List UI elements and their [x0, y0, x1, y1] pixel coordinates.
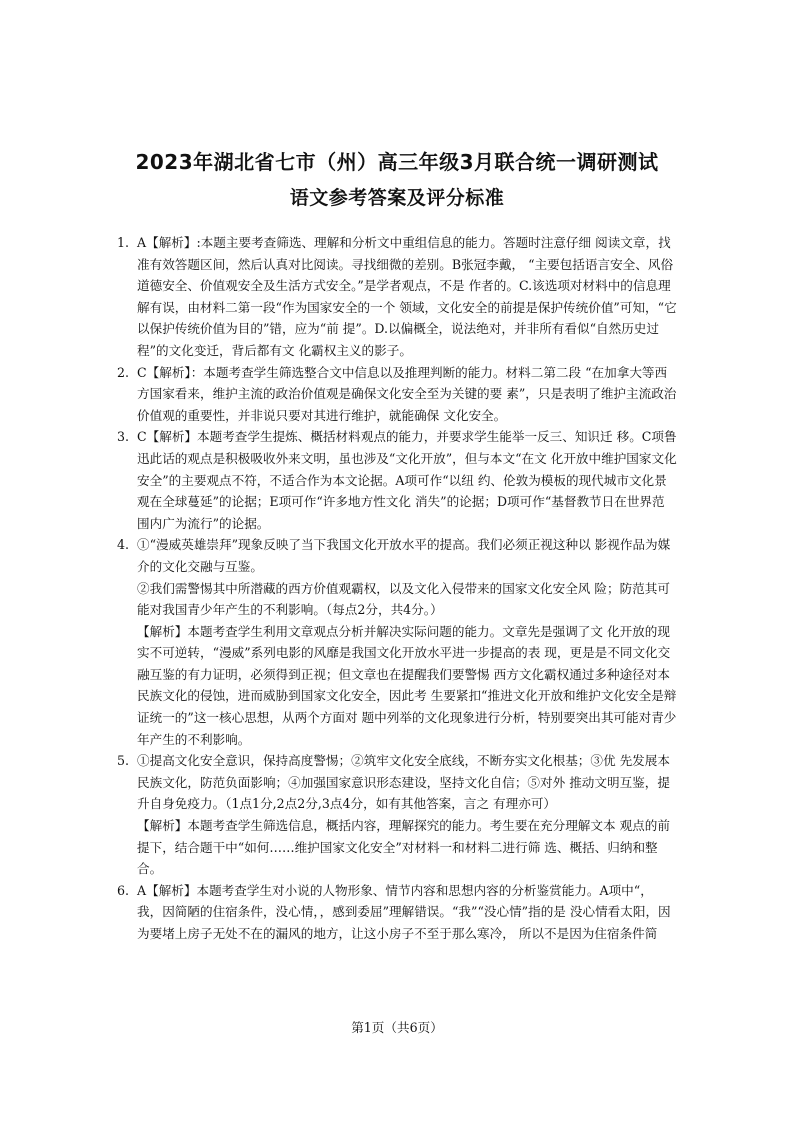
item-text: ①提高文化安全意识，保持高度警惕；②筑牢文化安全底线，不断夯实文化根基；③优 先发展本民族文化，防范负面影响；④加强国家意识形态建设，坚持文化自信；⑤对外 推动文明互鉴，提升自身免疫力。（1点1分,2点2分,3点4分，如有其他答案，言之 有理亦可）	[137, 753, 670, 812]
document-title: 2023年湖北省七市（州）高三年级3月联合统一调研测试	[135, 150, 659, 174]
item-number: 6.	[117, 882, 130, 898]
item-text: A【解析】本题考查学生对小说的人物形象、情节内容和思想内容的分析鉴赏能力。A项中“，我，因简陋的住宿条件，没心情，，感到委屈”理解错误。“我”“没心情”指的是 没心情看太阳，因为要堵上房子无处不在的漏风的地方，让这小房子不至于那么寒冷， 所以不是因为住宿条件简	[137, 882, 671, 941]
answer-item-2	[117, 362, 677, 427]
answer-list	[117, 232, 677, 945]
document-subtitle: 语文参考答案及评分标准	[289, 187, 505, 209]
answer-item-3	[117, 426, 677, 534]
item-number: 1.	[117, 235, 130, 250]
item-text: A【解析】:本题主要考查筛选、理解和分析文中重组信息的能力。答题时注意仔细 阅读文章，找准有效答题区间，然后认真对比阅读。寻找细微的差别。B张冠李戴， “主要包括语言安全、风俗道德安全、价值观安全及生活方式安全。”是学者观点，不是 作者的。C.该选项对材料中的信息理解有误，由材料二第一段“作为国家安全的一个 领域，文化安全的前提是保护传统价值”可知，“它以保护传统价值为目的”错，应为“前 提”。D.以偏概全，说法绝对，并非所有看似“自然历史过程”的文化变迁，背后都有文 化霸权主义的影子。	[137, 235, 677, 358]
item-number: 4.	[117, 537, 130, 553]
answer-item-4-point-2: ②我们需警惕其中所潜藏的西方价值观霸权，以及文化入侵带来的国家文化安全风 险；防范其可能对我国青少年产生的不利影响。（每点2分，共4分。）	[137, 580, 670, 618]
answer-item-5-analysis: 【解析】本题考查学生筛选信息，概括内容，理解探究的能力。考生要在充分理解文本 观点的前提下，结合题干中“如何……维护国家文化安全”对材料一和材料二进行筛 选、概括、归纳和整合。	[137, 818, 670, 877]
item-number: 5.	[117, 753, 130, 769]
item-number: 2.	[117, 364, 130, 380]
item-text: C【解析】本题考查学生提炼、概括材料观点的能力，并要求学生能举一反三、知识迁 移。C项鲁迅此话的观点是积极吸收外来文明，虽也涉及“文化开放”，但与本文“在文 化开放中维护国家文化安全”的主要观点不符，不适合作为本文论据。A项可作“以纽 约、伦敦为模板的现代城市文化景观在全球蔓延”的论据；E项可作“许多地方性文化 消失”的论据；D项可作“基督教节日在世界范围内广为流行”的论据。	[137, 429, 677, 531]
answer-item-4-analysis: 【解析】本题考查学生利用文章观点分析并解决实际问题的能力。文章先是强调了文 化开放的现实不可逆转，“漫威”系列电影的风靡是我国文化开放水平进一步提高的表 现，更是是不同文化交融互鉴的有力证明，必须得到正视；但文章也在提醒我们要警惕 西方文化霸权通过多种途径对本民族文化的侵蚀，进而威胁到国家文化安全，因此考 生要紧扣“推进文化开放和维护文化安全是辩证统一的”这一核心思想，从两个方面对 题中列举的文化现象进行分析，特别要突出其可能对青少年产生的不利影响。	[137, 623, 677, 747]
answer-item-1	[117, 232, 677, 362]
item-text: C【解析】：本题考查学生筛选整合文中信息以及推理判断的能力。材料二第二段 “在加拿大等西方国家看来，维护主流的政治价值观是确保文化安全至为关键的要 素”，只是表明了维护主流政治价值观的重要性，并非说只要对其进行维护，就能确保 文化安全。	[137, 364, 677, 423]
item-number: 3.	[117, 429, 130, 445]
answer-item-6	[117, 880, 677, 945]
page-footer: 第1页（共6页）	[351, 1020, 443, 1035]
answer-item-5	[117, 750, 677, 815]
answer-item-4	[117, 534, 677, 577]
item-text: ①“漫威英雄崇拜”现象反映了当下我国文化开放水平的提高。我们必须正视这种以 影视作品为媒介的文化交融与互鉴。	[137, 537, 671, 574]
